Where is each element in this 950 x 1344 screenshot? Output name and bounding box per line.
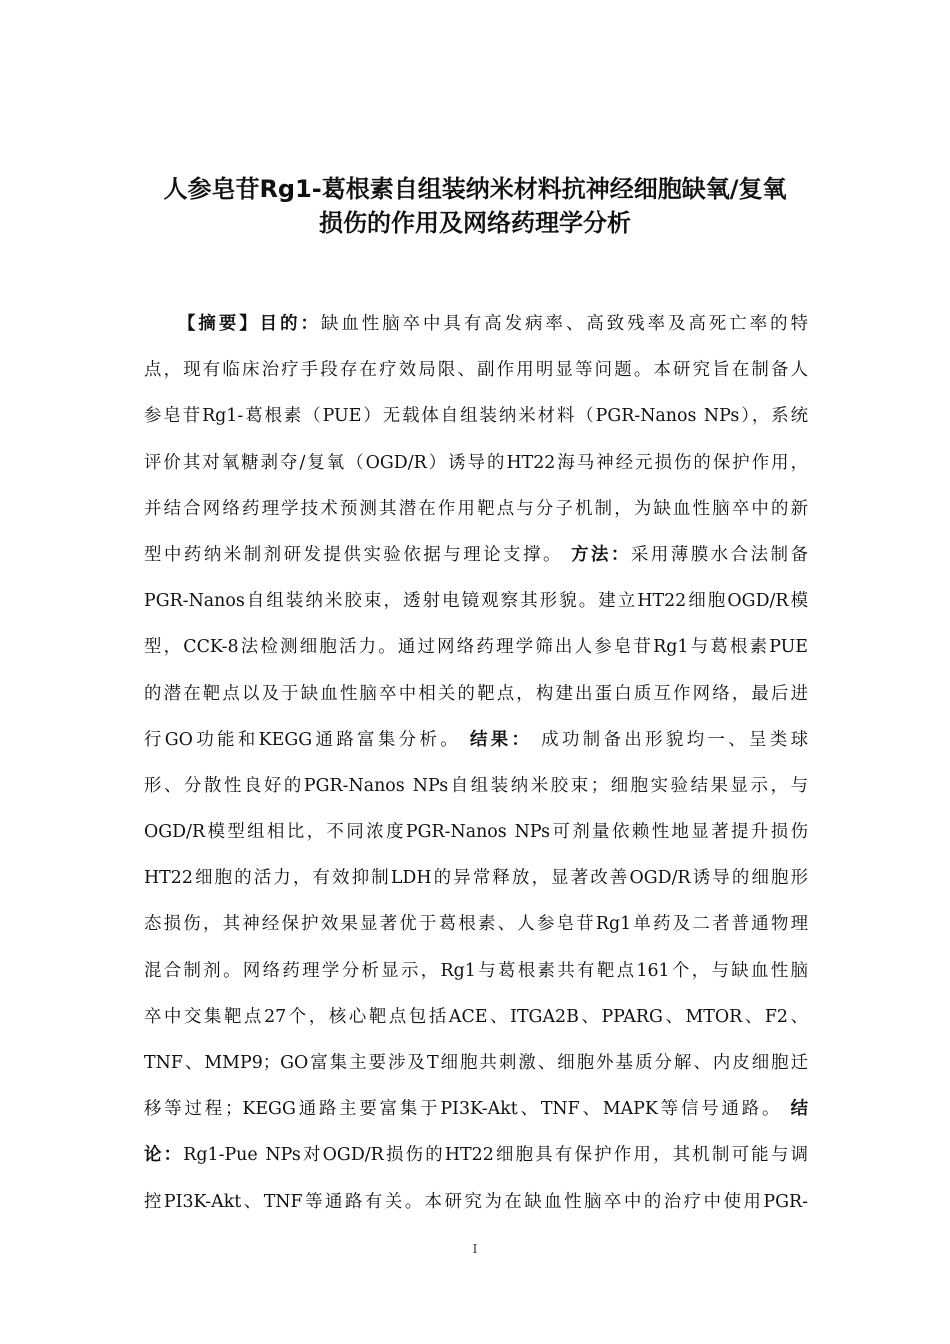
abstract-text: 行GO功能和KEGG通路富集分析。 <box>144 729 470 750</box>
abstract-line: 混合制剂。网络药理学分析显示，Rg1与葛根素共有靶点161个，与缺血性脑 <box>144 960 808 981</box>
abstract-line: 形、分散性良好的PGR-Nanos NPs自组装纳米胶束；细胞实验结果显示，与 <box>144 775 808 796</box>
abstract-line: 态损伤，其神经保护效果显著优于葛根素、人参皂苷Rg1单药及二者普通物理 <box>144 914 808 935</box>
abstract-line <box>144 532 808 578</box>
abstract-line: 参皂苷Rg1-葛根素（PUE）无载体自组装纳米材料（PGR-Nanos NPs），系统 <box>144 406 808 427</box>
abstract-line: 控PI3K-Akt、TNF等通路有关。本研究为在缺血性脑卒中的治疗中使用PGR- <box>144 1191 808 1212</box>
conclusion-label-part2: 论： <box>144 1145 184 1166</box>
abstract-text: 采用薄膜水合法制备 <box>630 544 808 565</box>
abstract-line <box>144 1086 808 1132</box>
abstract-line: PGR-Nanos自组装纳米胶束，透射电镜观察其形貌。建立HT22细胞OGD/R模 <box>144 591 808 612</box>
abstract-text: 型中药纳米制剂研发提供实验依据与理论支撑。 <box>144 544 572 565</box>
title-line-2: 损伤的作用及网络药理学分析 <box>319 209 631 237</box>
abstract-text: 缺血性脑卒中具有高发病率、高致残率及高死亡率的特 <box>320 314 808 334</box>
abstract <box>144 301 808 1225</box>
abstract-line <box>144 717 808 763</box>
conclusion-label-part1: 结 <box>790 1099 808 1120</box>
paper-title <box>120 172 830 240</box>
abstract-label: 【摘要】目的： <box>178 314 321 334</box>
abstract-line: 卒中交集靶点27个，核心靶点包括ACE、ITGA2B、PPARG、MTOR、F2、 <box>144 1006 808 1027</box>
abstract-text: Rg1-Pue NPs对OGD/R损伤的HT22细胞具有保护作用，其机制可能与调 <box>183 1145 808 1166</box>
page-number: I <box>472 1242 478 1256</box>
abstract-line: TNF、MMP9；GO富集主要涉及T细胞共刺激、细胞外基质分解、内皮细胞迁 <box>144 1053 808 1073</box>
title-line-1: 人参皂苷Rg1-葛根素自组装纳米材料抗神经细胞缺氧/复氧 <box>163 175 787 203</box>
abstract-line <box>144 1132 808 1178</box>
abstract-line: OGD/R模型组相比，不同浓度PGR-Nanos NPs可剂量依赖性地显著提升损伤 <box>144 822 808 843</box>
abstract-text: 成功制备出形貌均一、呈类球 <box>532 729 808 750</box>
abstract-line: 的潜在靶点以及于缺血性脑卒中相关的靶点，构建出蛋白质互作网络，最后进 <box>144 683 808 704</box>
abstract-line: HT22细胞的活力，有效抑制LDH的异常释放，显著改善OGD/R诱导的细胞形 <box>144 868 808 889</box>
methods-label: 方法： <box>571 544 631 565</box>
abstract-line: 评价其对氧糖剥夺/复氧（OGD/R）诱导的HT22海马神经元损伤的保护作用， <box>144 452 808 473</box>
abstract-text: 移等过程；KEGG通路主要富集于PI3K-Akt、TNF、MAPK等信号通路。 <box>144 1099 791 1120</box>
abstract-line: 点，现有临床治疗手段存在疗效局限、副作用明显等问题。本研究旨在制备人 <box>144 360 808 381</box>
abstract-line: 型，CCK-8法检测细胞活力。通过网络药理学筛出人参皂苷Rg1与葛根素PUE <box>144 637 808 658</box>
abstract-line: 并结合网络药理学技术预测其潜在作用靶点与分子机制，为缺血性脑卒中的新 <box>144 498 808 519</box>
results-label: 结果： <box>469 729 533 750</box>
abstract-line <box>144 301 808 347</box>
